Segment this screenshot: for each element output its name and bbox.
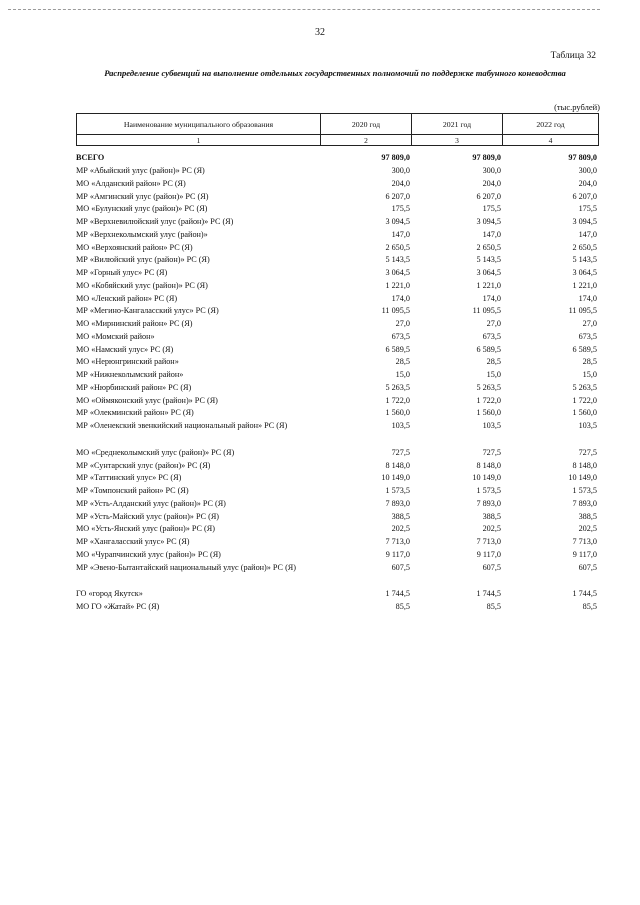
municipality-name-cell: МР «Олекминский район» РС (Я) [76, 408, 194, 418]
value-2021-cell: 9 117,0 [476, 549, 501, 559]
value-2022-cell: 97 809,0 [568, 153, 597, 163]
value-2021-cell: 727,5 [482, 447, 501, 457]
value-2020-cell: 3 094,5 [385, 217, 410, 227]
value-2022-cell: 2 650,5 [572, 242, 597, 252]
value-2020-cell: 85,5 [395, 602, 410, 612]
value-2022-cell: 3 094,5 [572, 217, 597, 227]
table-row [76, 394, 598, 407]
value-2020-cell: 15,0 [395, 370, 410, 380]
column-header-2021: 2021 год [412, 114, 503, 135]
value-2020-cell: 147,0 [391, 229, 410, 239]
empty-cell [502, 433, 598, 447]
empty-cell [320, 433, 411, 447]
value-2022-cell: 388,5 [578, 511, 597, 521]
value-2022-cell: 10 149,0 [568, 473, 597, 483]
value-2021-cell: 204,0 [482, 178, 501, 188]
table-row [76, 178, 598, 191]
value-2020-cell: 673,5 [391, 331, 410, 341]
value-2022-cell: 147,0 [578, 229, 597, 239]
value-2021-cell: 6 589,5 [476, 344, 501, 354]
table-body [76, 152, 598, 614]
value-2020-cell: 5 263,5 [385, 382, 410, 392]
value-2022-cell: 1 573,5 [572, 486, 597, 496]
value-2022-cell: 202,5 [578, 524, 597, 534]
value-2022-cell: 11 095,5 [568, 306, 597, 316]
value-2021-cell: 1 744,5 [476, 589, 501, 599]
value-2022-cell: 175,5 [578, 204, 597, 214]
municipality-name-cell: МР «Усть-Майский улус (район)» РС (Я) [76, 511, 220, 521]
value-2020-cell: 1 744,5 [385, 589, 410, 599]
table-row [76, 510, 598, 523]
empty-cell [411, 433, 502, 447]
table-row [76, 447, 598, 460]
value-2022-cell: 1 744,5 [572, 589, 597, 599]
value-2022-cell: 1 560,0 [572, 408, 597, 418]
table-row [76, 420, 598, 433]
table-row [76, 601, 598, 614]
value-2022-cell: 7 893,0 [572, 498, 597, 508]
value-2020-cell: 388,5 [391, 511, 410, 521]
table-row [76, 229, 598, 242]
value-2020-cell: 97 809,0 [381, 153, 410, 163]
table-row [76, 203, 598, 216]
table-row [76, 190, 598, 203]
value-2022-cell: 28,5 [582, 357, 597, 367]
spacer-row [76, 433, 598, 447]
table-header [76, 113, 599, 146]
municipality-name-cell: МР «Таттинский улус» РС (Я) [76, 473, 182, 483]
value-2021-cell: 300,0 [482, 166, 501, 176]
column-headers-row [77, 114, 599, 135]
value-2020-cell: 202,5 [391, 524, 410, 534]
table-row [76, 267, 598, 280]
municipality-name-cell: МО «Чурапчинский улус (район)» РС (Я) [76, 549, 221, 559]
value-2021-cell: 3 094,5 [476, 217, 501, 227]
value-2020-cell: 6 589,5 [385, 344, 410, 354]
page-number: 32 [315, 27, 325, 38]
value-2021-cell: 1 560,0 [476, 408, 501, 418]
column-number-2: 2 [321, 135, 412, 146]
empty-cell [411, 574, 502, 588]
table-row [76, 165, 598, 178]
municipality-name-cell: МО «Алданский район» РС (Я) [76, 178, 186, 188]
value-2020-cell: 1 573,5 [385, 486, 410, 496]
municipality-name-cell: МР «Нижнеколымский район» [76, 370, 184, 380]
value-2022-cell: 1 722,0 [572, 395, 597, 405]
value-2020-cell: 300,0 [391, 166, 410, 176]
municipality-name-cell: ВСЕГО [76, 153, 105, 163]
value-2020-cell: 607,5 [391, 562, 410, 572]
table-row [76, 536, 598, 549]
table-row [76, 305, 598, 318]
municipality-name-cell: МО «Кобяйский улус (район)» РС (Я) [76, 280, 208, 290]
value-2021-cell: 15,0 [486, 370, 501, 380]
value-2021-cell: 7 893,0 [476, 498, 501, 508]
value-2022-cell: 1 221,0 [572, 280, 597, 290]
municipality-name-cell: МО «Среднеколымский улус (район)» РС (Я) [76, 447, 235, 457]
column-number-1: 1 [77, 135, 321, 146]
table-row [76, 523, 598, 536]
value-2020-cell: 175,5 [391, 204, 410, 214]
value-2021-cell: 1 722,0 [476, 395, 501, 405]
value-2022-cell: 7 713,0 [572, 537, 597, 547]
value-2020-cell: 1 221,0 [385, 280, 410, 290]
value-2022-cell: 3 064,5 [572, 268, 597, 278]
value-2022-cell: 5 263,5 [572, 382, 597, 392]
subsidy-table [76, 152, 598, 614]
municipality-name-cell: МР «Вилюйский улус (район)» РС (Я) [76, 255, 210, 265]
table-row [76, 241, 598, 254]
value-2021-cell: 607,5 [482, 562, 501, 572]
value-2021-cell: 2 650,5 [476, 242, 501, 252]
municipality-name-cell: МР «Мегино-Кангаласский улус» РС (Я) [76, 306, 219, 316]
column-header-2020: 2020 год [321, 114, 412, 135]
value-2022-cell: 5 143,5 [572, 255, 597, 265]
value-2021-cell: 388,5 [482, 511, 501, 521]
table-row [76, 318, 598, 331]
value-2022-cell: 6 589,5 [572, 344, 597, 354]
value-2022-cell: 300,0 [578, 166, 597, 176]
value-2021-cell: 1 573,5 [476, 486, 501, 496]
municipality-name-cell: МР «Оленекский эвенкийский национальный район» РС (Я) [76, 421, 288, 431]
value-2020-cell: 7 893,0 [385, 498, 410, 508]
spacer-row [76, 574, 598, 588]
value-2020-cell: 28,5 [395, 357, 410, 367]
table-row [76, 369, 598, 382]
value-2020-cell: 1 560,0 [385, 408, 410, 418]
municipality-name-cell: МО «Ленский район» РС (Я) [76, 293, 178, 303]
value-2021-cell: 175,5 [482, 204, 501, 214]
municipality-name-cell: ГО «город Якутск» [76, 589, 143, 599]
value-2022-cell: 103,5 [578, 421, 597, 431]
value-2021-cell: 147,0 [482, 229, 501, 239]
value-2021-cell: 103,5 [482, 421, 501, 431]
value-2021-cell: 3 064,5 [476, 268, 501, 278]
empty-cell [76, 433, 320, 447]
table-row [76, 254, 598, 267]
table-row [76, 472, 598, 485]
value-2020-cell: 103,5 [391, 421, 410, 431]
column-header-name: Наименование муниципального образования [77, 114, 321, 135]
value-2021-cell: 11 095,5 [472, 306, 501, 316]
value-2020-cell: 2 650,5 [385, 242, 410, 252]
column-number-4: 4 [503, 135, 599, 146]
municipality-name-cell: МО «Верхоянский район» РС (Я) [76, 242, 193, 252]
value-2020-cell: 7 713,0 [385, 537, 410, 547]
value-2021-cell: 202,5 [482, 524, 501, 534]
value-2022-cell: 8 148,0 [572, 460, 597, 470]
value-2022-cell: 727,5 [578, 447, 597, 457]
table-row [76, 561, 598, 574]
table-row [76, 498, 598, 511]
municipality-name-cell: МР «Нюрбинский район» РС (Я) [76, 382, 192, 392]
value-2020-cell: 204,0 [391, 178, 410, 188]
municipality-name-cell: МО «Момский район» [76, 331, 155, 341]
column-numbers-row [77, 135, 599, 146]
value-2020-cell: 9 117,0 [385, 549, 410, 559]
value-2021-cell: 7 713,0 [476, 537, 501, 547]
value-2021-cell: 5 143,5 [476, 255, 501, 265]
value-2020-cell: 6 207,0 [385, 191, 410, 201]
value-2020-cell: 11 095,5 [381, 306, 410, 316]
value-2021-cell: 1 221,0 [476, 280, 501, 290]
empty-cell [76, 574, 320, 588]
value-2021-cell: 6 207,0 [476, 191, 501, 201]
value-2021-cell: 28,5 [486, 357, 501, 367]
value-2020-cell: 8 148,0 [385, 460, 410, 470]
value-2021-cell: 174,0 [482, 293, 501, 303]
municipality-name-cell: МР «Амгинский улус (район)» РС (Я) [76, 191, 209, 201]
value-2020-cell: 3 064,5 [385, 268, 410, 278]
value-2021-cell: 8 148,0 [476, 460, 501, 470]
scan-top-line [8, 9, 600, 10]
municipality-name-cell: МР «Абыйский улус (район)» РС (Я) [76, 166, 205, 176]
municipality-name-cell: МР «Усть-Алданский улус (район)» РС (Я) [76, 498, 226, 508]
table-row [76, 485, 598, 498]
municipality-name-cell: МР «Хангаласский улус» РС (Я) [76, 537, 190, 547]
table-row [76, 356, 598, 369]
municipality-name-cell: МР «Эвено-Бытантайский национальный улус (район)» РС (Я) [76, 562, 296, 572]
value-2022-cell: 673,5 [578, 331, 597, 341]
value-2020-cell: 1 722,0 [385, 395, 410, 405]
units-label: (тыс.рублей) [554, 102, 600, 112]
value-2020-cell: 10 149,0 [381, 473, 410, 483]
value-2022-cell: 204,0 [578, 178, 597, 188]
table-row [76, 382, 598, 395]
municipality-name-cell: МР «Верхневилюйский улус (район)» РС (Я) [76, 217, 234, 227]
table-row [76, 459, 598, 472]
municipality-name-cell: МО «Усть-Янский улус (район)» РС (Я) [76, 524, 215, 534]
value-2022-cell: 9 117,0 [572, 549, 597, 559]
value-2020-cell: 27,0 [395, 319, 410, 329]
column-header-2022: 2022 год [503, 114, 599, 135]
value-2021-cell: 673,5 [482, 331, 501, 341]
value-2022-cell: 85,5 [582, 602, 597, 612]
value-2022-cell: 15,0 [582, 370, 597, 380]
municipality-name-cell: МР «Верхнеколымский улус (район)» [76, 229, 208, 239]
municipality-name-cell: МР «Горный улус» РС (Я) [76, 268, 168, 278]
value-2022-cell: 607,5 [578, 562, 597, 572]
value-2021-cell: 10 149,0 [472, 473, 501, 483]
municipality-name-cell: МО «Нерюнгринский район» [76, 357, 179, 367]
total-row [76, 152, 598, 165]
municipality-name-cell: МО «Оймяконский улус (район)» РС (Я) [76, 395, 218, 405]
table-row [76, 588, 598, 601]
table-row [76, 280, 598, 293]
empty-cell [502, 574, 598, 588]
municipality-name-cell: МР «Сунтарский улус (район)» РС (Я) [76, 460, 211, 470]
table-label: Таблица 32 [550, 51, 596, 61]
value-2021-cell: 97 809,0 [472, 153, 501, 163]
value-2022-cell: 174,0 [578, 293, 597, 303]
table-row [76, 549, 598, 562]
empty-cell [320, 574, 411, 588]
value-2021-cell: 27,0 [486, 319, 501, 329]
column-number-3: 3 [412, 135, 503, 146]
table-row [76, 216, 598, 229]
municipality-name-cell: МР «Томпонский район» РС (Я) [76, 486, 189, 496]
value-2021-cell: 5 263,5 [476, 382, 501, 392]
value-2020-cell: 5 143,5 [385, 255, 410, 265]
value-2021-cell: 85,5 [486, 602, 501, 612]
municipality-name-cell: МО «Намский улус» РС (Я) [76, 344, 174, 354]
value-2020-cell: 174,0 [391, 293, 410, 303]
table-row [76, 343, 598, 356]
municipality-name-cell: МО «Булунский улус (район)» РС (Я) [76, 204, 208, 214]
value-2022-cell: 27,0 [582, 319, 597, 329]
municipality-name-cell: МО «Мирнинский район» РС (Я) [76, 319, 193, 329]
page-title: Распределение субвенций на выполнение отдельных государственных полномочий по поддержке табунного коневодства [104, 68, 566, 78]
table-row [76, 292, 598, 305]
municipality-name-cell: МО ГО «Жатай» РС (Я) [76, 602, 160, 612]
table-row [76, 331, 598, 344]
table-row [76, 407, 598, 420]
value-2020-cell: 727,5 [391, 447, 410, 457]
value-2022-cell: 6 207,0 [572, 191, 597, 201]
